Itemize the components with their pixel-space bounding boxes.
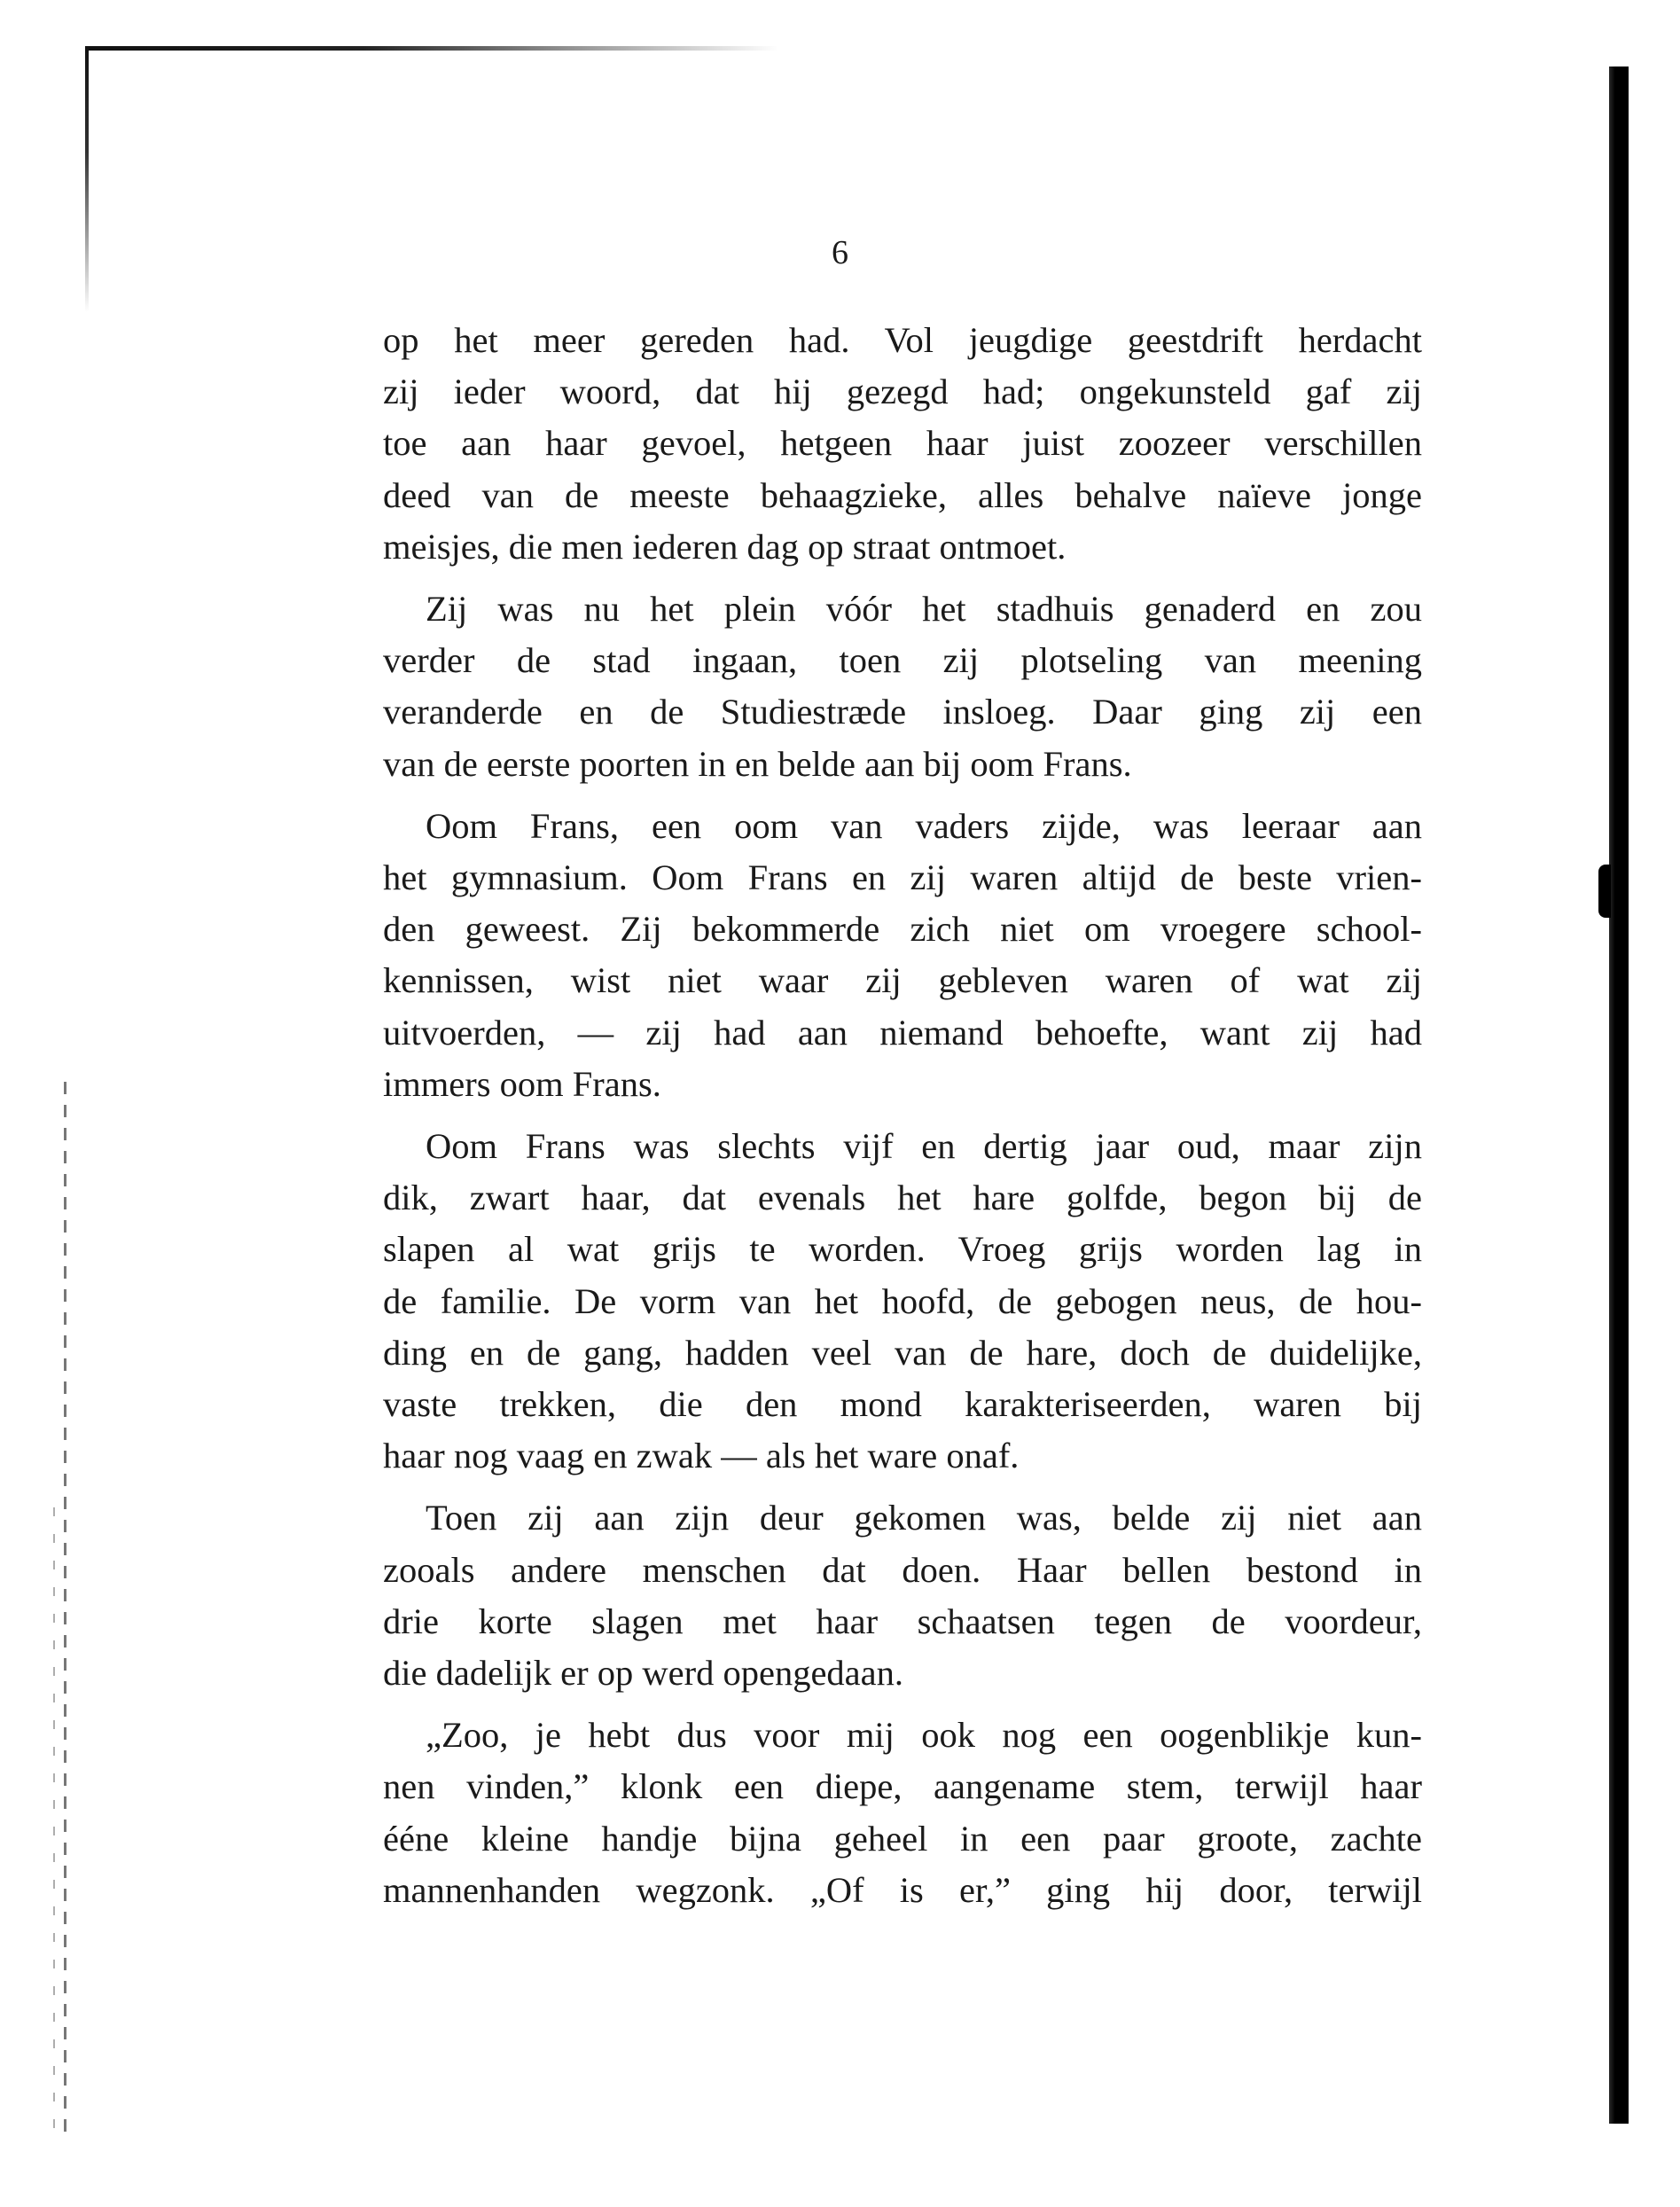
text-line: deed van de meeste behaagzieke, alles behalve naïeve jonge [383, 474, 1422, 515]
text-line: „Zoo, je hebt dus voor mij ook nog een oogenblikje kun- [426, 1715, 1422, 1756]
text-line: kennissen, wist niet waar zij gebleven waren of wat zij [383, 960, 1422, 1001]
text-line: Toen zij aan zijn deur gekomen was, belde zij niet aan [426, 1498, 1422, 1538]
paragraph [383, 1710, 1422, 1916]
text-line: ééne kleine handje bijna geheel in een paar groote, zachte [383, 1818, 1422, 1859]
text-line: de familie. De vorm van het hoofd, de gebogen neus, de hou- [383, 1280, 1422, 1321]
text-line: zij ieder woord, dat hij gezegd had; ongekunsteld gaf zij [383, 372, 1422, 412]
text-line: uitvoerden, — zij had aan niemand behoefte, want zij had [383, 1012, 1422, 1053]
scan-edge-left-lower [64, 1082, 66, 2137]
text-line: den geweest. Zij bekommerde zich niet om vroegere school- [383, 909, 1422, 950]
body-text [383, 315, 1422, 1927]
text-line: van de eerste poorten in en belde aan bij oom Frans. [383, 743, 1132, 784]
text-line: Oom Frans was slechts vijf en dertig jaar oud, maar zijn [426, 1126, 1422, 1167]
text-line: dik, zwart haar, dat evenals het hare golfde, begon bij de [383, 1178, 1422, 1218]
text-line: verder de stad ingaan, toen zij plotseling van meening [383, 640, 1422, 681]
text-line: Oom Frans, een oom van vaders zijde, was leeraar aan [426, 805, 1422, 846]
scan-edge-right [1609, 67, 1629, 2124]
page-number: 6 [832, 234, 848, 271]
text-line: het gymnasium. Oom Frans en zij waren altijd de beste vrien- [383, 857, 1422, 898]
scan-edge-top [87, 46, 778, 51]
text-line: immers oom Frans. [383, 1063, 661, 1104]
text-line: haar nog vaag en zwak — als het ware onaf. [383, 1436, 1020, 1476]
scan-edge-right-notch [1598, 865, 1611, 918]
text-line: mannenhanden wegzonk. „Of is er,” ging hij door, terwijl [383, 1869, 1422, 1910]
text-line: nen vinden,” klonk een diepe, aangename stem, terwijl haar [383, 1766, 1422, 1807]
text-line: slapen al wat grijs te worden. Vroeg grijs worden lag in [383, 1229, 1422, 1270]
text-line: vaste trekken, die den mond karakteriseerden, waren bij [383, 1384, 1422, 1425]
text-line: veranderde en de Studiestræde insloeg. Daar ging zij een [383, 692, 1422, 732]
paragraph [383, 1121, 1422, 1482]
text-line: Zij was nu het plein vóór het stadhuis genaderd en zou [426, 589, 1422, 630]
text-line: die dadelijk er op werd opengedaan. [383, 1653, 904, 1694]
paragraph [383, 583, 1422, 790]
text-line: op het meer gereden had. Vol jeugdige geestdrift herdacht [383, 320, 1422, 360]
paragraph [383, 315, 1422, 573]
paragraph [383, 1492, 1422, 1699]
text-line: drie korte slagen met haar schaatsen tegen de voordeur, [383, 1600, 1422, 1641]
scan-edge-left-lower-2 [53, 1507, 55, 2128]
paragraph [383, 801, 1422, 1110]
text-line: meisjes, die men iederen dag op straat ontmoet. [383, 526, 1067, 567]
text-line: ding en de gang, hadden veel van de hare, doch de duidelijke, [383, 1332, 1422, 1373]
text-line: toe aan haar gevoel, hetgeen haar juist zoozeer verschillen [383, 423, 1422, 464]
text-line: zooals andere menschen dat doen. Haar bellen bestond in [383, 1549, 1422, 1590]
